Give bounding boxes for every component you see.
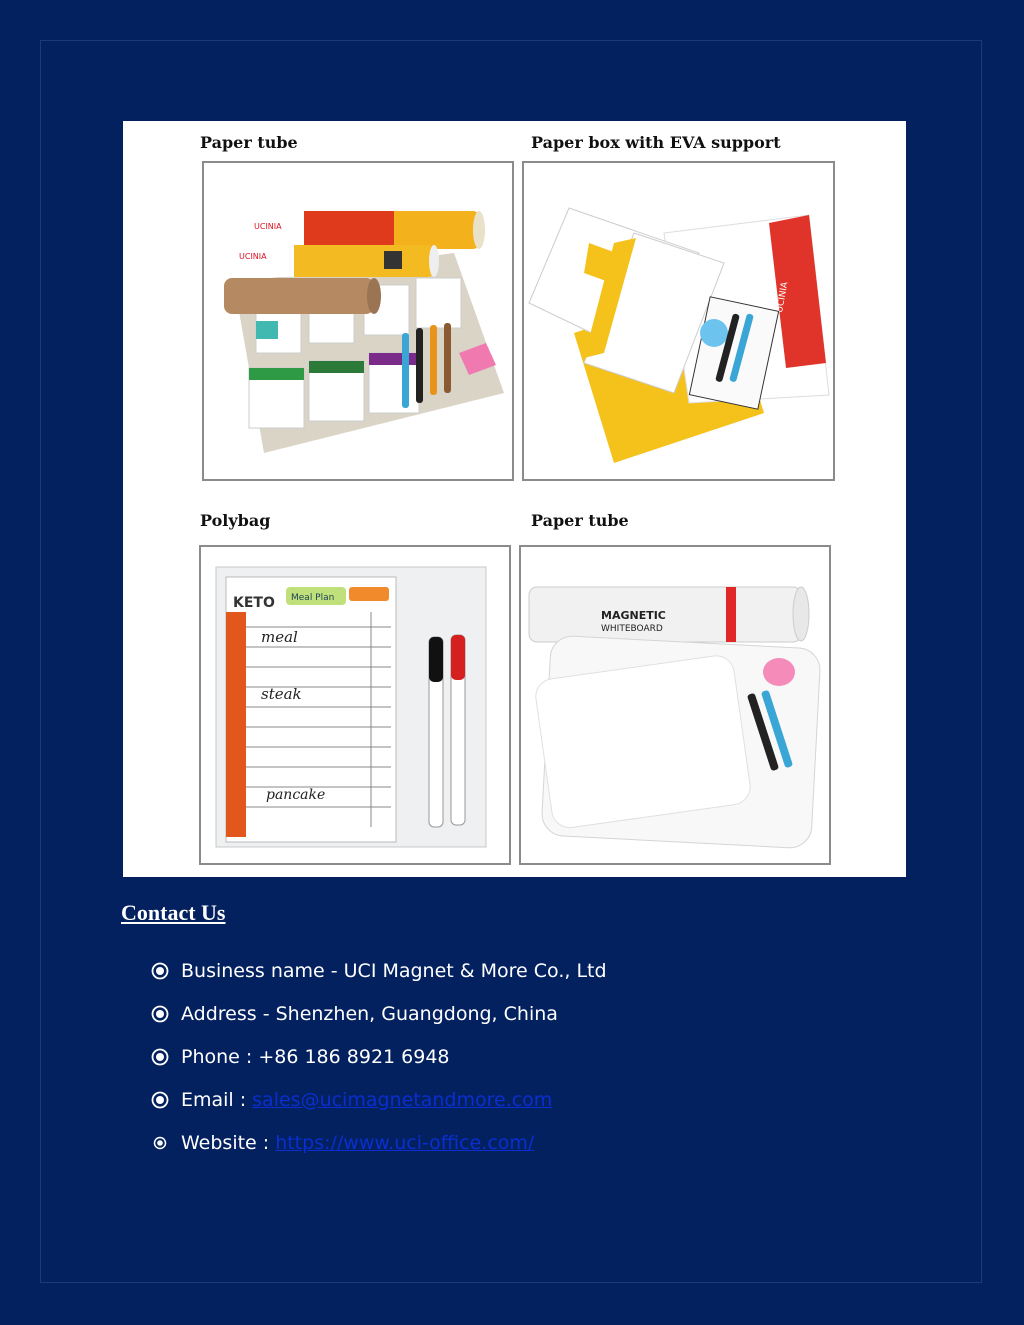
contact-item-website xyxy=(150,1121,607,1164)
meal-plan-label: Meal Plan xyxy=(291,593,335,603)
paper-box-photo xyxy=(524,163,833,479)
caption-paper-box: Paper box with EVA support xyxy=(531,133,781,152)
radio-bullet-icon xyxy=(150,1134,170,1152)
steak-handwriting: steak xyxy=(261,685,302,703)
email-label: Email : xyxy=(181,1088,247,1111)
contact-item-email xyxy=(150,1078,607,1121)
caption-polybag: Polybag xyxy=(200,511,271,530)
box-brand: UCINIA xyxy=(775,281,791,314)
contact-item-phone xyxy=(150,1035,607,1078)
polybag-photo xyxy=(201,547,509,863)
whiteboard-photo xyxy=(521,547,829,863)
tube-brand-1: UCINIA xyxy=(254,222,282,231)
radio-bullet-icon xyxy=(150,962,170,980)
caption-paper-tube-2: Paper tube xyxy=(531,511,629,530)
paper-tube-photo xyxy=(204,163,512,479)
email-link[interactable]: sales@ucimagnetandmore.com xyxy=(252,1088,553,1111)
meal-handwriting: meal xyxy=(261,628,298,646)
keto-label: KETO xyxy=(233,595,275,611)
pancake-handwriting: pancake xyxy=(266,787,326,803)
business-name-text: Business name - UCI Magnet & More Co., Ltd xyxy=(181,959,607,982)
website-link[interactable]: https://www.uci-office.com/ xyxy=(275,1131,535,1154)
tube-brand-2: UCINIA xyxy=(239,252,267,261)
website-label: Website : xyxy=(181,1131,270,1154)
contact-list xyxy=(150,949,607,1164)
contact-us-heading: Contact Us xyxy=(121,900,226,925)
radio-bullet-icon xyxy=(150,1005,170,1023)
packaging-figure xyxy=(123,121,906,877)
panel-whiteboard-photo xyxy=(519,545,831,865)
panel-paper-tube-photo xyxy=(202,161,514,481)
contact-item-business xyxy=(150,949,607,992)
panel-polybag-photo xyxy=(199,545,511,865)
radio-bullet-icon xyxy=(150,1048,170,1066)
radio-bullet-icon xyxy=(150,1091,170,1109)
panel-paper-box-photo xyxy=(522,161,835,481)
caption-paper-tube-1: Paper tube xyxy=(200,133,298,152)
phone-text: Phone : +86 186 8921 6948 xyxy=(181,1045,450,1068)
whiteboard-label: WHITEBOARD xyxy=(601,624,663,634)
magnetic-label: MAGNETIC xyxy=(601,609,666,622)
address-text: Address - Shenzhen, Guangdong, China xyxy=(181,1002,558,1025)
contact-item-address xyxy=(150,992,607,1035)
